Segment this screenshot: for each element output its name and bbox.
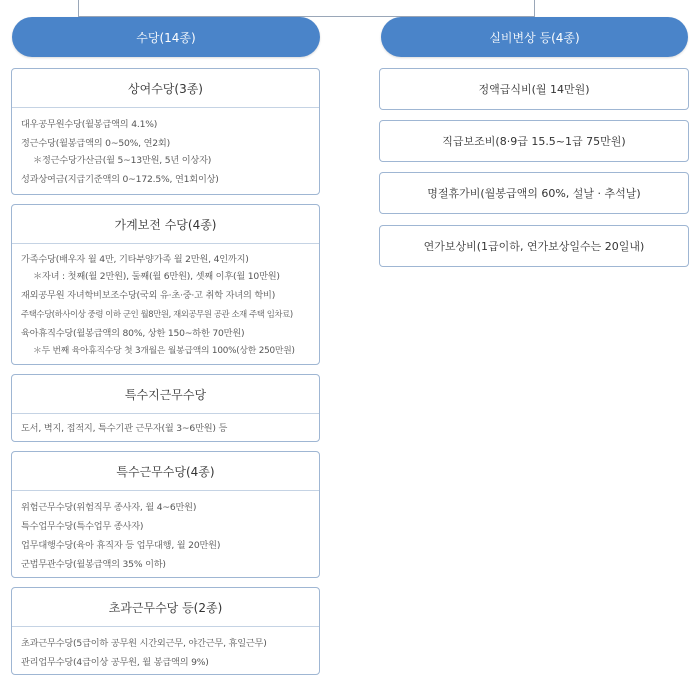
- list-item: 정근수당(월봉급액의 0~50%, 연2회): [21, 138, 170, 149]
- card-title: 상여수당(3종): [12, 69, 319, 108]
- list-item: 업무대행수당(육아 휴직자 등 업무대행, 월 20만원): [21, 540, 221, 551]
- holiday-bonus-box: 명절휴가비(월봉급액의 60%, 설날 · 추석날): [379, 172, 689, 214]
- list-item: 대우공무원수당(월봉급액의 4.1%): [21, 119, 158, 130]
- remote-area-allowance-card: [11, 374, 320, 442]
- list-item: 도서, 벽지, 접적지, 특수기관 근무자(월 3~6만원) 등: [21, 423, 228, 434]
- card-title: 가계보전 수당(4종): [12, 205, 319, 244]
- list-item-note: ＊두 번째 육아휴직수당 첫 3개월은 월봉급액의 100%(상한 250만원): [33, 346, 295, 356]
- overtime-allowance-card: [11, 587, 320, 675]
- list-item-note: ＊정근수당가산금(월 5~13만원, 5년 이상자): [33, 155, 212, 166]
- bonus-allowance-card: [11, 68, 320, 195]
- card-body: [12, 414, 319, 438]
- list-item: 가족수당(배우자 월 4만, 기타부양가족 월 2만원, 4인까지): [21, 254, 249, 265]
- list-item: 위험근무수당(위험직무 종사자, 월 4~6만원): [21, 502, 197, 513]
- card-body: [12, 627, 319, 672]
- position-subsidy-box: 직급보조비(8·9급 15.5~1급 75만원): [379, 120, 689, 162]
- card-title: 특수지근무수당: [12, 375, 319, 414]
- list-item: 성과상여금(지급기준액의 0~172.5%, 연1회이상): [21, 174, 219, 185]
- list-item: 육아휴직수당(월봉급액의 80%, 상한 150~하한 70만원): [21, 328, 245, 339]
- allowance-header: 수당(14종): [12, 17, 320, 57]
- card-body: [12, 108, 319, 189]
- annual-leave-compensation-box: 연가보상비(1급이하, 연가보상일수는 20일내): [379, 225, 689, 267]
- card-title: 특수근무수당(4종): [12, 452, 319, 491]
- list-item: 주택수당(하사이상 중령 이하 군인 월8만원, 재외공무원 공관 소재 주택 임차료): [21, 309, 293, 319]
- expense-reimbursement-header: 실비변상 등(4종): [381, 17, 688, 57]
- hierarchy-connector: [78, 0, 535, 17]
- meal-allowance-box: 정액급식비(월 14만원): [379, 68, 689, 110]
- card-title: 초과근무수당 등(2종): [12, 588, 319, 627]
- household-support-card: [11, 204, 320, 365]
- list-item: 군법무관수당(월봉급액의 35% 이하): [21, 559, 166, 570]
- list-item: 관리업무수당(4급이상 공무원, 월 봉급액의 9%): [21, 657, 209, 668]
- list-item: 재외공무원 자녀학비보조수당(국외 유·초·중·고 취학 자녀의 학비): [21, 290, 276, 301]
- special-duty-allowance-card: [11, 451, 320, 578]
- list-item: 초과근무수당(5급이하 공무원 시간외근무, 야간근무, 휴일근무): [21, 638, 267, 649]
- list-item-note: ＊자녀 : 첫째(월 2만원), 둘째(월 6만원), 셋째 이후(월 10만원): [33, 271, 280, 282]
- list-item: 특수업무수당(특수업무 종사자): [21, 521, 144, 532]
- card-body: [12, 244, 319, 360]
- card-body: [12, 491, 319, 574]
